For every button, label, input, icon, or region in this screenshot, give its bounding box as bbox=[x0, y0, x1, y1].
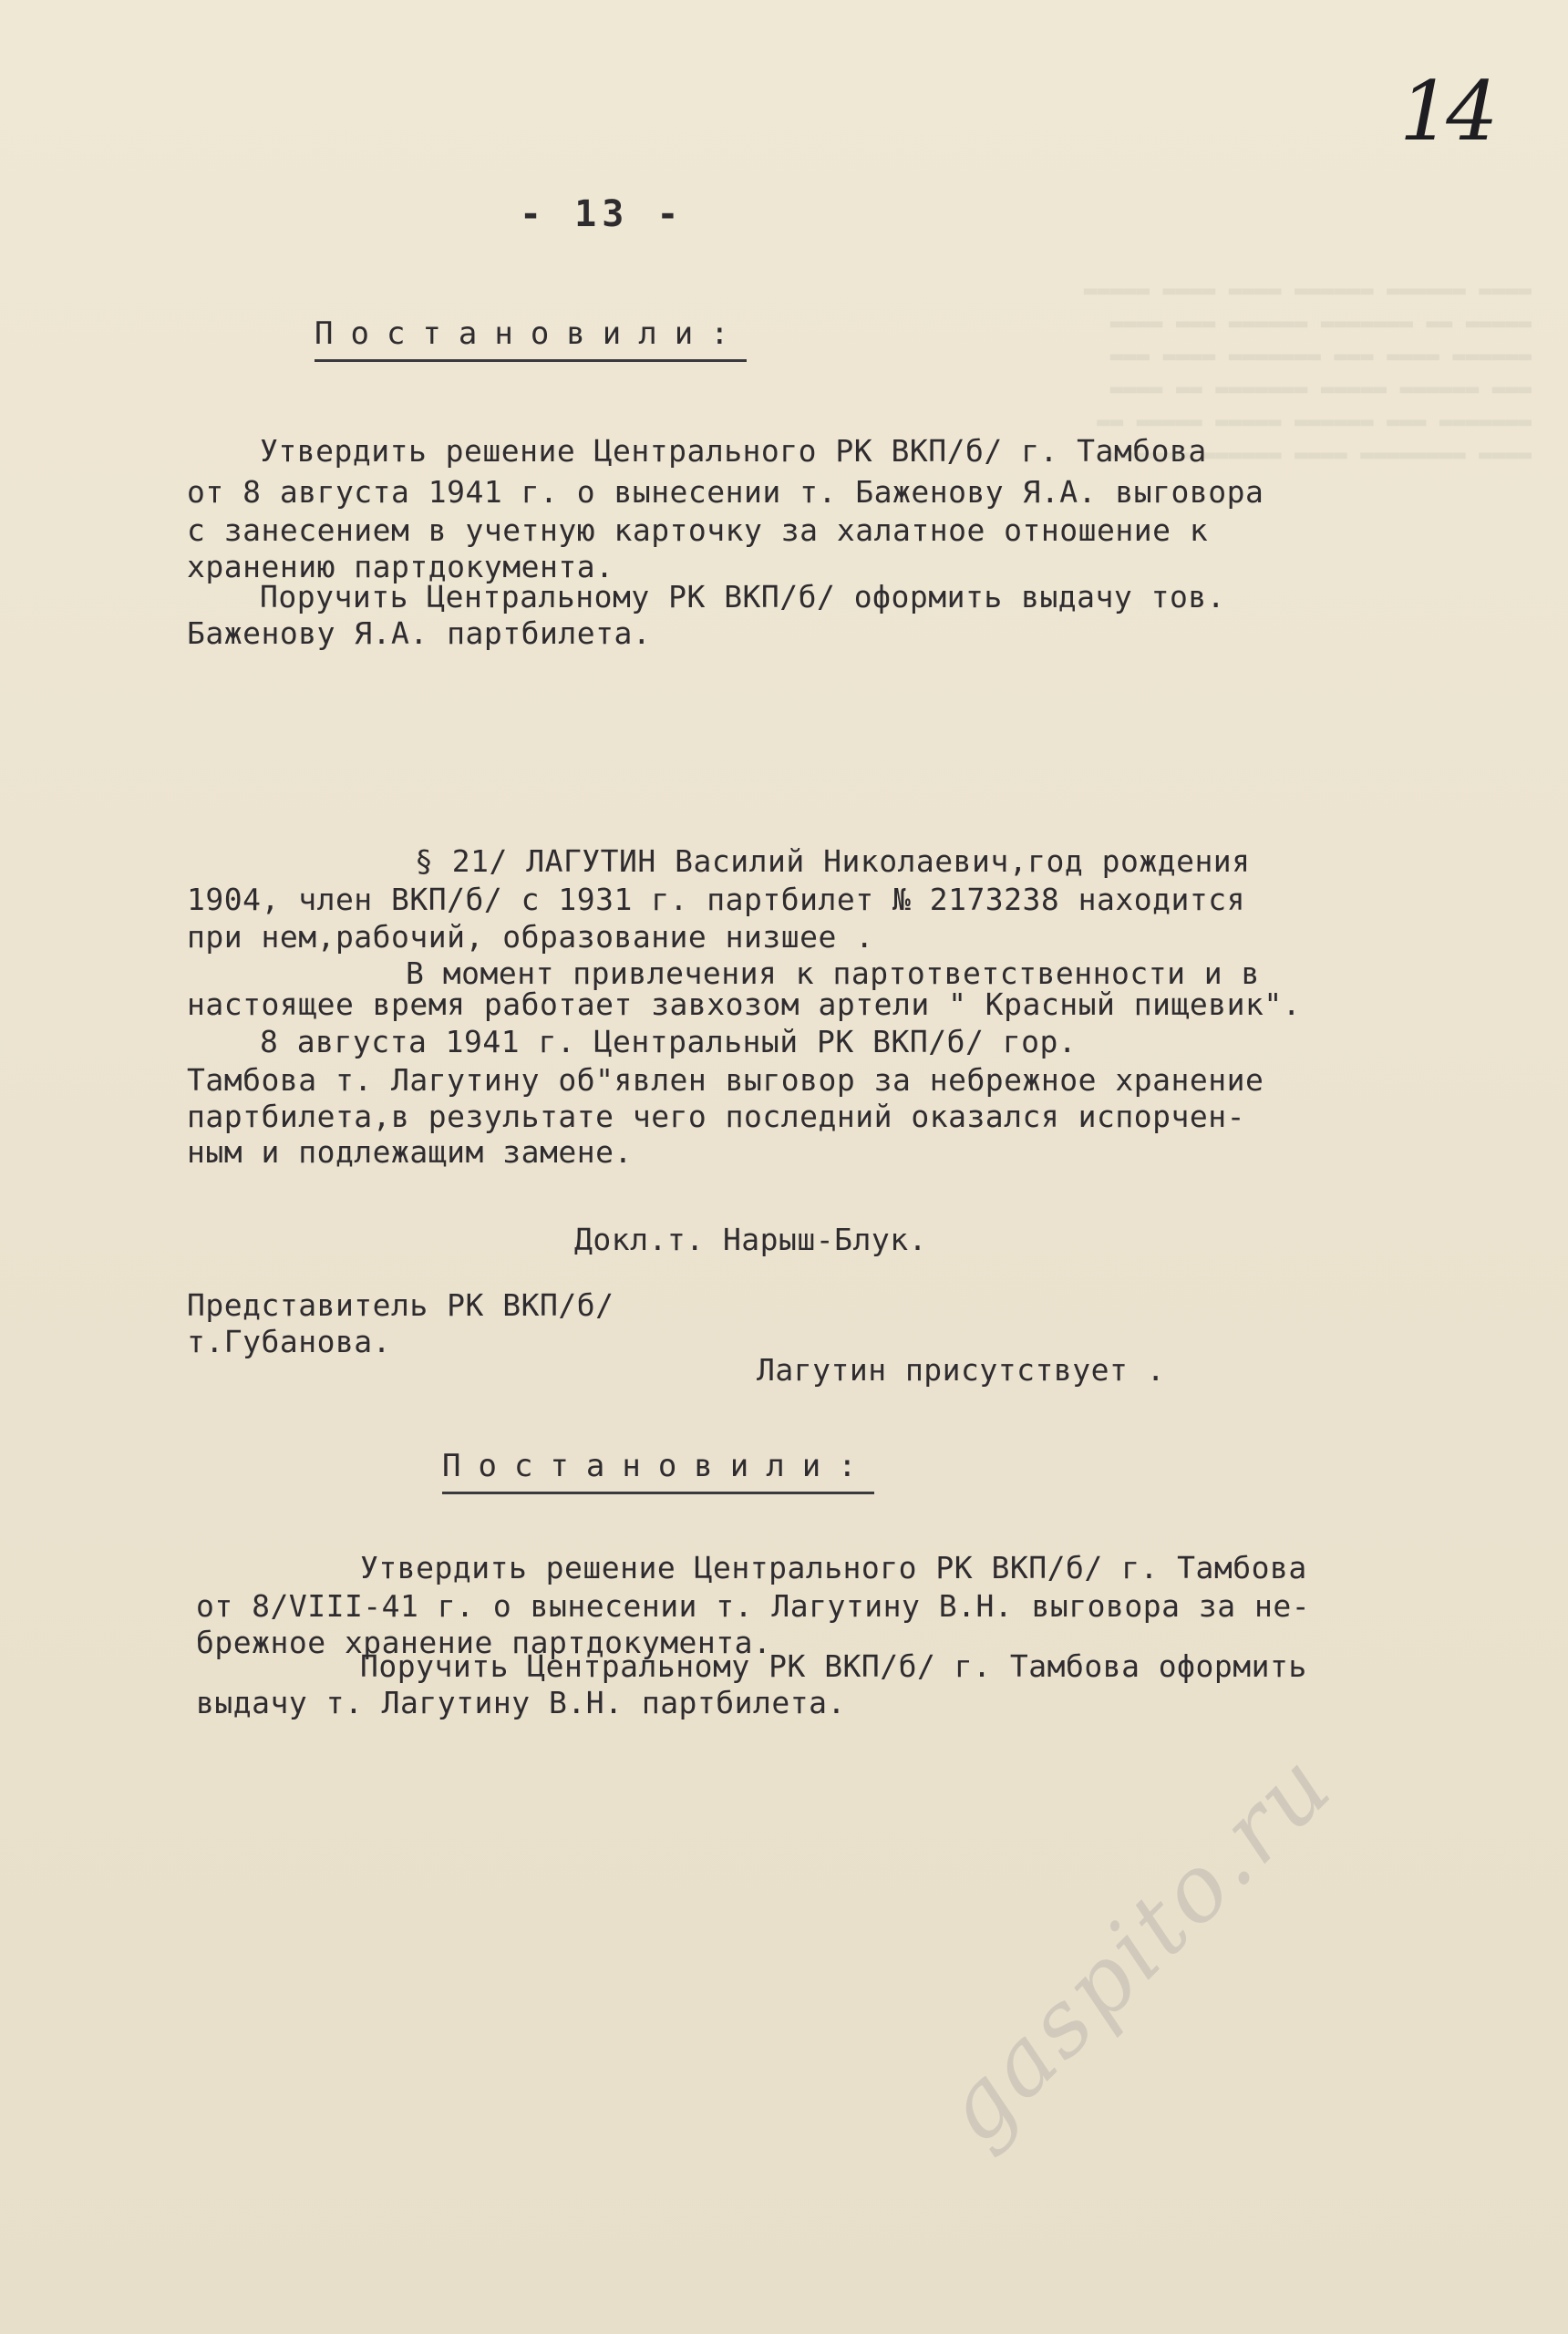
case-line: 8 августа 1941 г. Центральный РК ВКП/б/ гор. bbox=[260, 1024, 1078, 1059]
presence-line: Лагутин присутствует . bbox=[757, 1352, 1166, 1388]
resolution-heading: Постановили: bbox=[315, 315, 747, 362]
resolution-line: Утвердить решение Центрального РК ВКП/б/ г. Тамбова bbox=[260, 433, 1207, 469]
case-line: при нем,рабочий, образование низшее . bbox=[187, 919, 874, 955]
case-line: § 21/ ЛАГУТИН Василий Николаевич,год рождения bbox=[415, 843, 1251, 879]
watermark: gaspito.ru bbox=[921, 1730, 1354, 2164]
case-line: настоящее время работает завхозом артели " Красный пищевик". bbox=[187, 986, 1302, 1022]
resolution-heading: Постановили: bbox=[442, 1448, 874, 1494]
page-number: - 13 - bbox=[520, 193, 685, 235]
bleed-through-text: ▬▬▬▬ ▬▬▬▬▬▬ ▬▬▬▬▬▬ ▬▬▬▬ ▬▬▬▬ ▬▬▬▬▬ ▬▬▬▬▬ ▬▬ ▬▬▬▬▬▬▬ ▬▬▬▬▬▬ ▬▬▬ ▬▬▬▬ ▬▬▬▬▬▬ ▬▬▬▬ ▬▬▬ ▬▬▬▬▬▬▬ ▬▬▬▬ ▬▬▬ ▬▬▬ ▬▬▬▬▬▬ ▬▬▬▬▬ ▬▬▬▬▬▬▬ ▬▬ ▬▬▬▬ ▬▬▬▬▬▬▬ ▬▬▬ ▬▬▬▬▬▬ ▬▬▬▬▬ ▬▬▬▬▬ ▬▬ ▬▬▬▬ ▬▬▬▬▬▬▬▬ ▬▬▬▬ ▬▬▬▬▬▬ ▬▬▬▬▬▬ bbox=[1083, 277, 1532, 467]
resolution-line: от 8 августа 1941 г. о вынесении т. Баженову Я.А. выговора bbox=[187, 474, 1264, 510]
resolution-line: Утвердить решение Центрального РК ВКП/б/ г. Тамбова bbox=[360, 1550, 1307, 1585]
case-line: ным и подлежащим замене. bbox=[187, 1134, 633, 1170]
resolution-line: Поручить Центральному РК ВКП/б/ г. Тамбова оформить bbox=[360, 1648, 1307, 1684]
case-line: В момент привлечения к партответственности и в bbox=[406, 955, 1260, 991]
resolution-line: с занесением в учетную карточку за халатное отношение к bbox=[187, 512, 1209, 548]
representative-line: Представитель РК ВКП/б/ bbox=[187, 1287, 614, 1323]
resolution-line: Баженову Я.А. партбилета. bbox=[187, 615, 652, 651]
resolution-line: Поручить Центральному РК ВКП/б/ оформить выдачу тов. bbox=[260, 579, 1226, 614]
resolution-line: выдачу т. Лагутину В.Н. партбилета. bbox=[196, 1685, 846, 1720]
case-line: 1904, член ВКП/б/ с 1931 г. партбилет № 2173238 находится bbox=[187, 882, 1245, 917]
reporter-line: Докл.т. Нарыш-Блук. bbox=[574, 1222, 927, 1257]
representative-name: т.Губанова. bbox=[187, 1324, 392, 1359]
case-line: партбилета,в результате чего последний оказался испорчен- bbox=[187, 1099, 1245, 1134]
resolution-line: брежное хранение партдокумента. bbox=[196, 1625, 772, 1660]
case-line: Тамбова т. Лагутину об"явлен выговор за небрежное хранение bbox=[187, 1062, 1264, 1098]
resolution-line: от 8/VIII-41 г. о вынесении т. Лагутину В.Н. выговора за не- bbox=[196, 1588, 1311, 1624]
resolution-line: хранению партдокумента. bbox=[187, 549, 614, 584]
archive-sheet-number: 14 bbox=[1399, 64, 1493, 160]
